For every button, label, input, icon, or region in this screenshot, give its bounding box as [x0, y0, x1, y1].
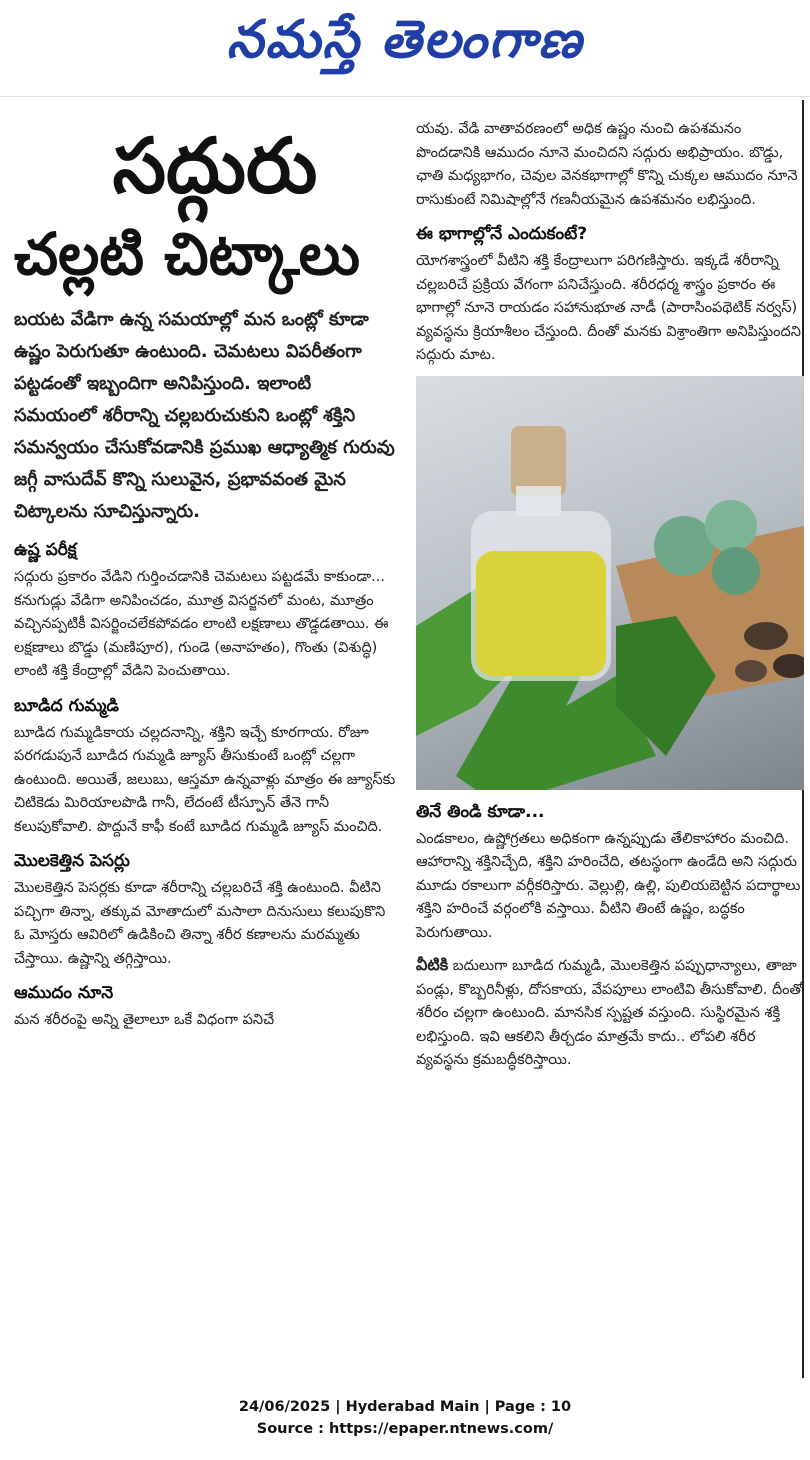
section-sprouts [14, 849, 396, 971]
section-castor-oil [14, 981, 396, 1033]
section-text: మన శరీరంపై అన్ని తైలాలూ ఒకే విధంగా పనిచే [14, 1012, 275, 1028]
headline-line-1: సద్గురు [112, 121, 318, 210]
footer-source: Source : https://epaper.ntnews.com/ [256, 1421, 554, 1437]
page-footer [0, 1396, 810, 1440]
section-why-these-parts [416, 222, 804, 368]
lead-paragraph: బయట వేడిగా ఉన్న సమయాల్లో మన ఒంట్లో కూడా ఉష్ణం పెరుగుతూ ఉంటుంది. చెమటలు విపరీతంగా పట్టడంతో ఇబ్బందిగా అనిపిస్తుంది. ఇలాంటి సమయంలో శరీరాన్ని చల్లబరుచుకుని ఒంట్లో శక్తిని సమన్వయం చేసుకోవడానికి ప్రముఖ ఆధ్యాత్మిక గురువు జగ్గీ వాసుదేవ్ కొన్ని సులువైన, ప్రభావవంత మైన చిట్కాలను సూచిస్తున్నారు. [14, 309, 395, 522]
right-column [416, 118, 804, 1081]
masthead: నమస్తే తెలంగాణ [226, 10, 584, 70]
headline-line-2: చల్లటి చిట్కాలు [14, 220, 360, 288]
bottle-cork [511, 426, 566, 496]
castor-fruit [712, 547, 760, 595]
castor-seed [744, 622, 788, 650]
section-ash-gourd [14, 694, 396, 840]
left-column [14, 118, 396, 1041]
section-text: సద్గురు ప్రకారం వేడిని గుర్తించడానికి చెమటలు పట్టడమే కాకుండా... కనుగుడ్లు వేడిగా అనిపించడం, మూత్ర విసర్జనలో మంట, మూత్రం వచ్చినప్పటికీ విసర్జించలేకపోవడం లాంటి లక్షణాలు తొడ్డడతాయి. ఈ లక్షణాలు బొడ్డు (మణిపూర), గుండె (అనాహతం), గొంతు (విశుద్ధి) లాంటి శక్తి కేంద్రాల్లో వేడిని పెంచుతాయి. [14, 569, 389, 679]
section-heading: ఆముదం నూనె [14, 983, 114, 1003]
castor-oil-photo [416, 376, 804, 790]
section-heading: బూడిద గుమ్మడి [14, 695, 119, 716]
section-heat-test [14, 538, 396, 684]
section-heading: ఉష్ణ పరీక్ష [14, 540, 77, 560]
bottle-oil [476, 551, 606, 676]
section-text: యోగశాస్త్రంలో వీటిని శక్తి కేంద్రాలుగా పరిగణిస్తారు. ఇక్కడే శరీరాన్ని చల్లబరిచే ప్రక్రియ వేగంగా పనిచేస్తుంది. శరీరధర్మ శాస్త్రం ప్రకారం ఈ భాగాల్లో నూనె రాయడం సహానుభూత నాడీ (పారాసింపథెటిక్ నర్వస్) వ్యవస్థను క్రియాశీలం చేస్తుంది. దీంతో మనకు విశ్రాంతిగా అనిపిస్తుందని సద్గురు మాట. [416, 253, 801, 363]
closing-paragraph [416, 953, 804, 1073]
closing-text: బదులుగా బూడిద గుమ్మడి, మొలకెత్తిన పప్పుధాన్యాలు, తాజా పండ్లు, కొబ్బరినీళ్లు, దోసకాయ, వేపపూలు లాంటివి తీసుకోవాలి. దీంతో శరీరం చల్లగా ఉంటుంది. మానసిక స్పష్టత వస్తుంది. సుస్థిరమైన శక్తి లభిస్తుంది. ఇవి ఆకలిని తీర్చడం మాత్రమే కాదు.. లోపలి శరీర వ్యవస్థను క్రమబద్ధీకరిస్తాయి. [416, 958, 804, 1068]
footer-date-edition: 24/06/2025 | Hyderabad Main | Page : 10 [238, 1399, 572, 1415]
section-heading: తినే తిండి కూడా... [416, 801, 545, 822]
castor-seed [735, 660, 767, 682]
castor-fruit [654, 516, 714, 576]
castor-fruit [705, 500, 757, 552]
closing-lead-word: వీటికి [416, 955, 449, 974]
continued-text: యవు. వేడి వాతావరణంలో అధిక ఉష్ణం నుంచి ఉపశమనం పొందడానికి ఆముదం నూనె మంచిదని సద్గురు అభిప్రాయం. బొడ్డు, ఛాతి మధ్యభాగం, చెవుల వెనకభాగాల్లో కొన్ని చుక్కల ఆముదం నూనె రాసుకుంటే నిమిషాల్లోనే గణనీయమైన ఉపశమనం లభిస్తుంది. [416, 121, 798, 208]
section-food [416, 800, 804, 946]
section-text: బూడిద గుమ్మడికాయ చల్లదనాన్ని, శక్తిని ఇచ్చే కూరగాయ. రోజూ పరగడుపునే బూడిద గుమ్మడి జ్యూస్ తీసుకుంటే ఒంట్లో చల్లగా ఉంటుంది. అయితే, జలుబు, ఆస్తమా ఉన్నవాళ్లు మాత్రం ఈ జ్యూస్‌కు చిటికెడు మిరియాలపొడి గానీ, లేదంటే టీస్పూన్ తేనె గానీ కలుపుకోవాలి. పొద్దునే కాఫీ కంటే బూడిద గుమ్మడి జ్యూస్ మంచిది. [14, 724, 396, 835]
castor-oil-illustration [416, 376, 804, 790]
section-text: మొలకెత్తిన పెసర్లకు కూడా శరీరాన్ని చల్లబరిచే శక్తి ఉంటుంది. వీటిని పచ్చిగా తిన్నా, తక్కువ మోతాదులో మసాలా దినుసులు కలుపుకొని ఓ మోస్తరు ఆవిరిలో ఉడికించి తిన్నా శరీర కణాలను మరమ్మతు చేస్తాయి. ఉష్ణాన్ని తగ్గిస్తాయి. [14, 880, 386, 967]
section-text: ఎండకాలం, ఉష్ణోగ్రతలు అధికంగా ఉన్నప్పుడు తేలికాహారం మంచిది. ఆహారాన్ని శక్తినిచ్చేది, శక్తిని హరించేది, తటస్థంగా ఉండేది అని సద్గురు మూడు రకాలుగా వర్గీకరిస్తారు. వెల్లుల్లి, ఉల్లి, పులియబెట్టిన పదార్థాలు శక్తిని హరించే వర్గంలోకి వస్తాయి. వీటిని తింటే ఉష్ణం, బద్ధకం పెరుగుతాయి. [416, 830, 801, 941]
section-heading: మొలకెత్తిన పెసర్లు [14, 851, 130, 871]
section-heading: ఈ భాగాల్లోనే ఎందుకంటే? [416, 224, 588, 244]
